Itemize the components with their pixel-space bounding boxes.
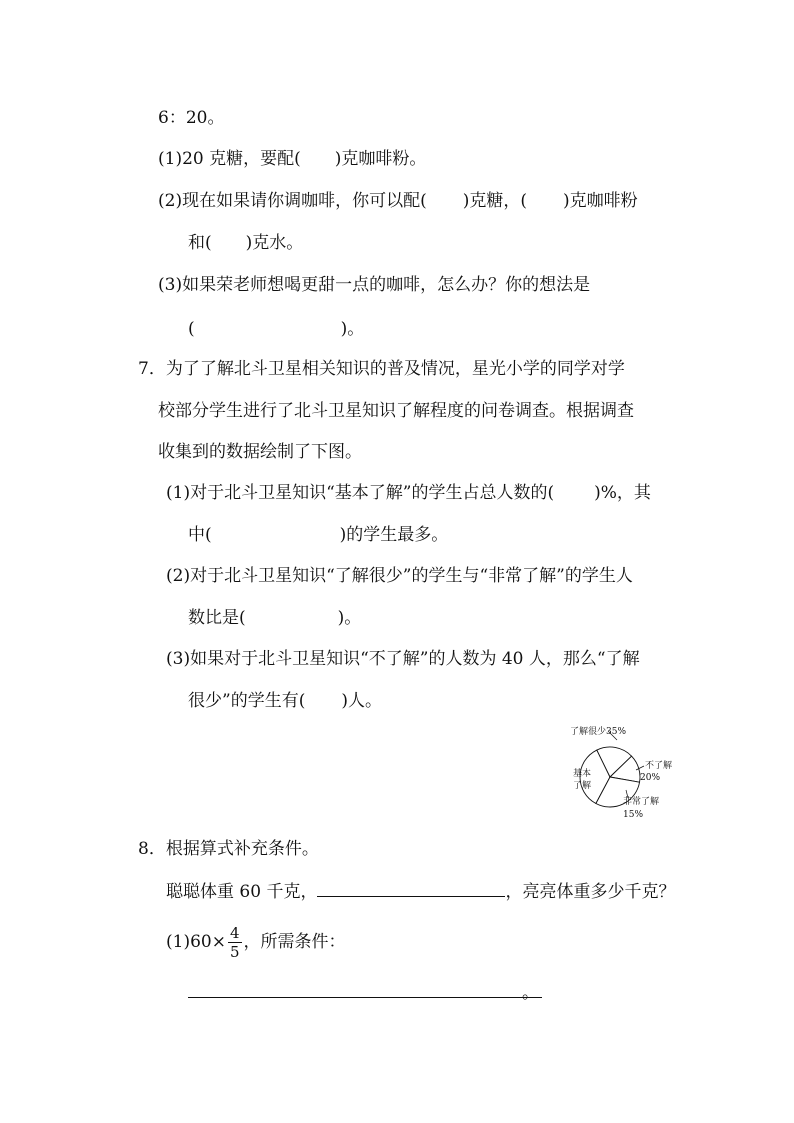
knowledge-pie-chart [560, 722, 680, 822]
pie-label-very-name: 非常了解 [623, 797, 660, 807]
pie-label-very-pct: 15% [623, 810, 644, 820]
q6-sub1 [158, 148, 426, 170]
pie-label-basic-bottom: 了解 [573, 781, 592, 791]
q7-sub2: (2)对于北斗卫星知识“了解很少”的学生与“非常了解”的学生人 [166, 566, 633, 586]
q7-sub3-line2-suffix: )人。 [341, 691, 382, 711]
fraction-four-fifths [228, 924, 242, 961]
pie-label-none-pct: 20% [640, 773, 661, 783]
q7-sub1-suffix: )%，其 [594, 483, 651, 503]
q7-sub1-line2 [188, 524, 448, 546]
q8-condition-prefix: 聪聪体重 60 千克， [166, 882, 318, 902]
q6-sub3-line2 [188, 318, 364, 340]
q6-sub2-line2-prefix: 和( [188, 233, 212, 253]
q8-condition-suffix: ，亮亮体重多少千克？ [505, 882, 676, 902]
q7-sub1-line2-prefix: 中( [188, 525, 212, 545]
pie-label-none-name: 不了解 [645, 761, 673, 771]
q6-sub3-line2-prefix: ( [188, 319, 195, 339]
condition-blank[interactable] [317, 878, 505, 897]
q7-sub3: (3)如果对于北斗卫星知识“不了解”的人数为 40 人，那么“了解 [166, 649, 640, 669]
q7-sub2-line2-suffix: )。 [337, 608, 362, 628]
q7-sub1 [166, 482, 651, 504]
q8-condition [166, 878, 675, 903]
q6-sub2-line2 [188, 232, 303, 254]
q6-sub1-prefix: (1)20 克糖，要配( [158, 149, 301, 169]
q6-sub2-mid1: )克糖，( [462, 191, 527, 211]
q8-sub1-suffix: ，所需条件： [243, 932, 346, 952]
pie-label-basic-top: 基本 [573, 769, 592, 779]
q6-sub2-line2-suffix: )克水。 [245, 233, 304, 253]
q7-stem-line2: 校部分学生进行了北斗卫星知识了解程度的问卷调查。根据调查 [158, 401, 634, 421]
q6-sub2 [158, 190, 638, 212]
fraction-denominator: 5 [229, 943, 240, 961]
q8-sub1 [166, 922, 346, 962]
q8-number: 8． [138, 839, 166, 859]
q7-sub2-line2 [188, 607, 361, 629]
q7-stem-line1 [138, 358, 625, 380]
q8-stem [138, 838, 319, 860]
q8-sub1-prefix: (1)60× [166, 932, 226, 952]
q8-answer-line[interactable] [188, 997, 542, 998]
q8-end-mark: 。 [522, 983, 539, 1003]
q7-sub1-prefix: (1)对于北斗卫星知识“基本了解”的学生占总人数的( [166, 483, 555, 503]
q7-sub3-line2-prefix: 很少”的学生有( [188, 691, 306, 711]
q7-stem-line3: 收集到的数据绘制了下图。 [158, 442, 362, 462]
q6-sub3: (3)如果荣老师想喝更甜一点的咖啡，怎么办？你的想法是 [158, 275, 591, 295]
q7-sub2-line2-prefix: 数比是( [188, 608, 246, 628]
q7-number: 7． [138, 359, 166, 379]
q6-sub1-suffix: )克咖啡粉。 [334, 149, 427, 169]
fraction-numerator: 4 [229, 924, 240, 942]
pie-label-little: 了解很少35% [570, 727, 627, 737]
q7-sub3-line2 [188, 690, 382, 712]
q6-ratio-line: 6：20。 [158, 108, 225, 128]
q8-stem-text: 根据算式补充条件。 [165, 839, 319, 859]
q6-sub2-prefix: (2)现在如果请你调咖啡，你可以配( [158, 191, 427, 211]
q7-stem-text1: 为了了解北斗卫星相关知识的普及情况，星光小学的同学对学 [165, 359, 625, 379]
q7-sub1-line2-suffix: )的学生最多。 [339, 525, 449, 545]
q6-sub2-mid2: )克咖啡粉 [562, 191, 638, 211]
q6-sub3-line2-suffix: )。 [340, 319, 365, 339]
